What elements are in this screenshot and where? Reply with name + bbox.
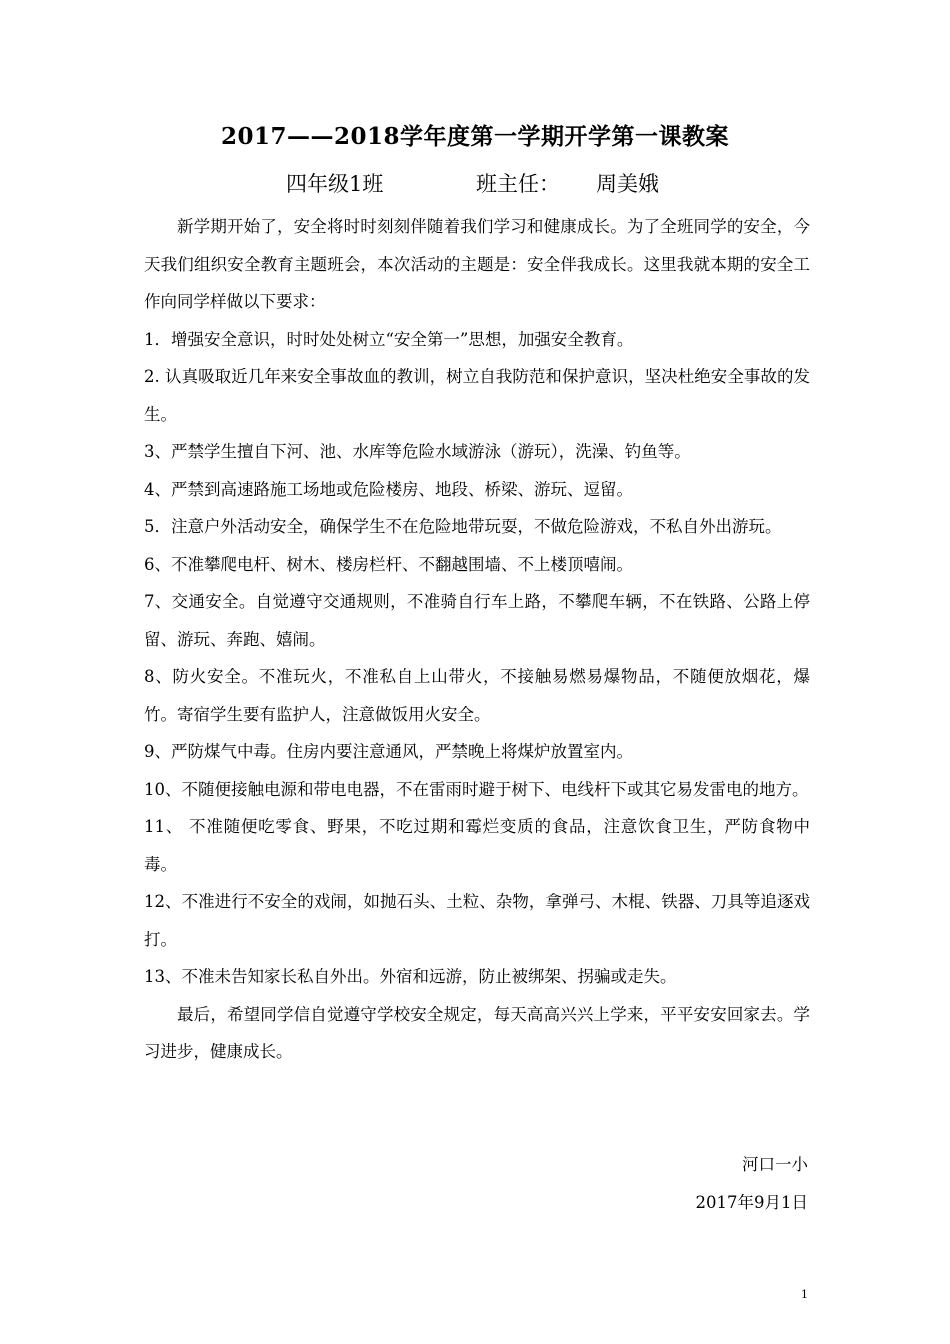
page-number: 1 (801, 1288, 808, 1301)
closing-paragraph: 最后，希望同学信自觉遵守学校安全规定，每天高高兴兴上学来，平平安安回家去。学习进步，健康成长。 (144, 1004, 810, 1061)
rule-item: 3、严禁学生擅自下河、池、水库等危险水域游泳（游玩），洗澡、钓鱼等。 (144, 442, 691, 461)
rule-item: 2. 认真吸取近几年来安全事故血的教训，树立自我防范和保护意识，坚决杜绝安全事故的发生。 (144, 367, 810, 424)
rule-item: 10、不随便接触电源和带电电器，不在雷雨时避于树下、电线杆下或其它易发雷电的地方。 (144, 779, 809, 799)
rule-item: 6、不准攀爬电杆、树木、楼房栏杆、不翻越围墙、不上楼顶嘻闹。 (144, 554, 633, 574)
rule-item: 1．增强安全意识，时时处处树立“安全第一”思想，加强安全教育。 (144, 329, 634, 349)
subtitle-line (0, 168, 950, 198)
rule-item: 13、不准未告知家长私自外出。外宿和远游，防止被绑架、拐骗或走失。 (144, 967, 677, 986)
rule-item: 8、防火安全。不准玩火，不准私自上山带火，不接触易燃易爆物品，不随便放烟花，爆竹。寄宿学生要有监护人，注意做饭用火安全。 (144, 667, 810, 724)
class-name: 四年级1班 (286, 172, 384, 196)
rule-item: 5．注意户外活动安全，确保学生不在危险地带玩耍，不做危险游戏，不私自外出游玩。 (144, 517, 782, 536)
signature-date: 2017年9月1日 (695, 1193, 808, 1212)
teacher-label: 班主任： (476, 172, 560, 196)
rule-item: 4、严禁到高速路施工场地或危险楼房、地段、桥梁、游玩、逗留。 (144, 479, 633, 499)
rule-item: 7、交通安全。自觉遵守交通规则，不准骑自行车上路，不攀爬车辆，不在铁路、公路上停留、游玩、奔跑、嬉闹。 (144, 592, 810, 649)
rule-item: 11、 不准随便吃零食、野果，不吃过期和霉烂变质的食品，注意饮食卫生，严防食物中毒。 (144, 817, 810, 874)
document-title: 2017——2018学年度第一学期开学第一课教案 (220, 123, 730, 150)
signature-school: 河口一小 (742, 1155, 808, 1174)
teacher-name: 周美娥 (596, 172, 659, 196)
intro-paragraph: 新学期开始了，安全将时时刻刻伴随着我们学习和健康成长。为了全班同学的安全，今天我们组织安全教育主题班会，本次活动的主题是：安全伴我成长。这里我就本期的安全工作向同学样做以下要求： (144, 217, 810, 311)
rule-item: 12、不准进行不安全的戏闹，如抛石头、土粒、杂物，拿弹弓、木棍、铁器、刀具等追逐戏打。 (144, 892, 810, 949)
rule-item: 9、严防煤气中毒。住房内要注意通风，严禁晚上将煤炉放置室内。 (144, 742, 633, 761)
document-body (144, 208, 810, 1071)
